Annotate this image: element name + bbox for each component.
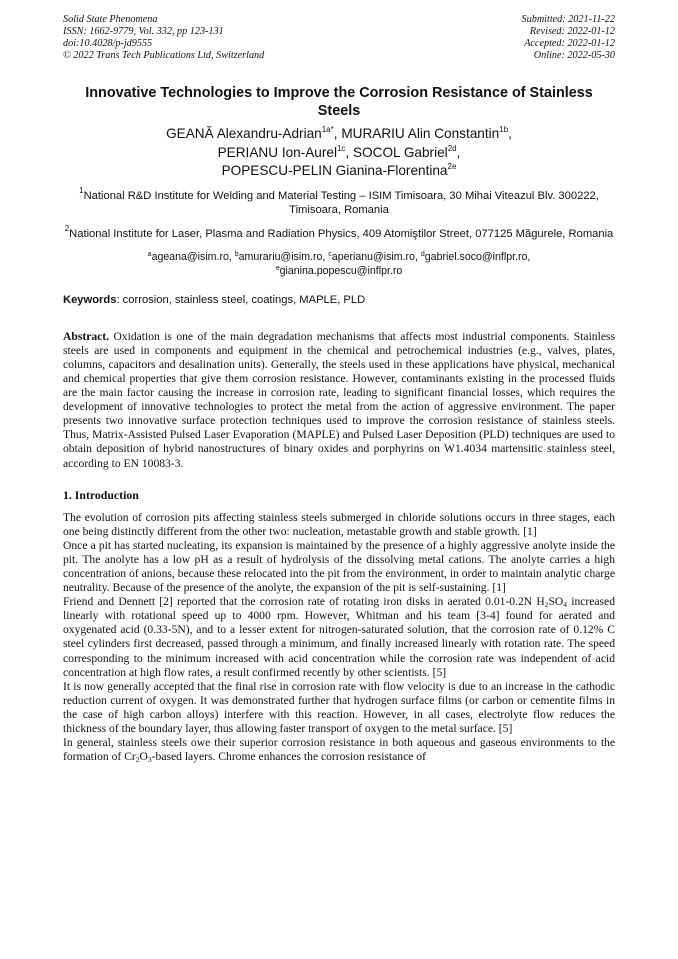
author-affiliation-mark: 2d [447,143,457,153]
email-mark: a [147,251,152,259]
email-address[interactable]: amurariu@isim.ro, [238,251,329,264]
author-separator: , [508,126,512,141]
intro-paragraph-1: The evolution of corrosion pits affecting stainless steels submerged in chloride solutions occurs in three stages, each one being distinctly different from the other two: nucleation, metastable growth and stable growth. [1] [63,510,615,538]
affiliation-mark: 2 [64,223,70,233]
email-mark: e [275,265,280,273]
paragraph-text: Friend and Dennett [2] reported that the corrosion rate of rotating iron disks in aerated 0.01-0.2N [63,595,537,609]
author-name: GEANĂ Alexandru-Adrian [166,126,322,141]
date-accepted: Accepted: 2022-01-12 [524,38,615,49]
email-address[interactable]: aperianu@isim.ro, [331,251,421,264]
author-separator: , [333,126,342,141]
paragraph-text: -based layers. Chrome enhances the corrosion resistance of [151,750,426,764]
email-mark: d [420,251,425,259]
author [218,145,353,160]
author [222,163,457,178]
author-affiliation-mark: 1c [336,143,346,153]
author [341,126,512,141]
email-mark: c [328,251,332,259]
affiliation-2 [63,223,615,242]
journal-header [63,14,615,62]
abstract [63,330,615,471]
author [353,145,460,160]
journal-issn: ISSN: 1662-9779, Vol. 332, pp 123-131 [63,26,224,37]
keywords-label: Keywords [63,293,117,306]
journal-info [63,14,264,62]
author-list [63,125,615,181]
keywords [63,293,615,307]
author-emails [63,250,615,278]
abstract-label: Abstract. [63,329,110,343]
chem-symbol: O [139,750,148,764]
author [166,126,341,141]
keywords-text: : corrosion, stainless steel, coatings, MAPLE, PLD [116,293,366,306]
paragraph-text: In general, stainless steels owe their superior corrosion resistance in both aqueous and gaseous environments to the formation of [63,736,615,764]
affiliation-text: National Institute for Laser, Plasma and Radiation Physics, 409 Atomiştilor Street, 077125 Măgurele, Romania [69,227,614,240]
journal-name: Solid State Phenomena [63,14,158,25]
abstract-text: Oxidation is one of the main degradation mechanisms that affects most industrial components. Stainless steels are used in components and equipment in the chemical and petrochemical industries (e.g., valves, plates, columns, capacitors and desalination units). Generally, the steels used in these applications have physical, mechanical and chemical properties that give them corrosion resistance. However, contaminants existing in the processed fluids are the main factor causing the increase in corrosion rate, leading to significant financial losses, which requires the development of innovative technologies to protect the metal from the action of aggressive environment. The paper presents two innovative surface protection techniques used to improve the corrosion resistance of stainless steels. Thus, Matrix-Assisted Pulsed Laser Evaporation (MAPLE) and Pulsed Laser Deposition (PLD) techniques are used to obtain deposition of hybrid nanostructures of binary oxides and porphyrins on W1.4034 martensitic stainless steel, according to EN 10083-3. [63,329,615,470]
author-name: PERIANU Ion-Aurel [217,144,337,160]
journal-copyright: © 2022 Trans Tech Publications Ltd, Switzerland [63,50,265,61]
intro-paragraph-2: Once a pit has started nucleating, its expansion is maintained by the presence of a highly aggressive anolyte inside the pit. The anolyte has a low pH as a result of hydrolysis of the dissolving metal cations. The anolyte carries a high concentration of anions, because these relocated into the pit from the environment, in order to maintain analytic charge neutrality. Because of the presence of the anolyte, the expansion of the pit is self-sustaining. [1] [63,538,615,595]
chem-symbol: SO [548,595,564,609]
author-name: POPESCU-PELIN Gianina-Florentina [221,163,448,178]
journal-doi: doi:10.4028/p-jd9555 [63,38,153,49]
affiliation-text: National R&D Institute for Welding and Material Testing – ISIM Timisoara, 30 Mihai Viteazul Blv. 300222, Timisoara, Romania [83,189,599,217]
date-revised: Revised: 2022-01-12 [529,26,615,37]
publication-dates [522,14,615,62]
author-affiliation-mark: 1b [499,125,509,134]
author-separator: , [456,144,461,160]
author-affiliation-mark: 1a* [321,125,334,134]
section-heading-introduction: 1. Introduction [63,487,139,502]
paper-title: Innovative Technologies to Improve the Corrosion Resistance of Stainless Steels [85,85,593,119]
email-address[interactable]: gianina.popescu@inflpr.ro [279,265,403,278]
author-name: MURARIU Alin Constantin [341,126,500,141]
chem-symbol: H [536,595,545,609]
paragraph-text: increased linearly with rotational speed up to 4000 rpm. However, Whitman and his team [3-4] found for aerated and oxygenated acid (0.33-5N), and to a lesser extent for nitrogen-saturated solution, that the corrosion rate of 0.12% C steel cylinders first decreased, passed through a minimum, and finally increased linearly with rotation rate. The speed corresponding to the minimum increased with acid concentration while the corrosion rate was independent of acid concentration at high flow rates, a result confirmed recently by other scientists. [5] [63,595,615,679]
intro-paragraph-5 [63,736,615,764]
intro-paragraph-4: It is now generally accepted that the final rise in corrosion rate with flow velocity is due to an increase in the cathodic reduction current of oxygen. It was demonstrated further that hydrogen surface films (or carbon or cementite films in the case of high carbon alloys) interfere with this reaction. However, in all cases, electrolyte flow reduces the thickness of the boundary layer, thus allowing faster transport of oxygen to the metal surface. [5] [63,679,615,736]
date-submitted: Submitted: 2021-11-22 [521,14,615,25]
chem-subscript: 2 [135,755,140,765]
chem-subscript: 2 [544,600,549,610]
chem-subscript: 4 [563,600,568,610]
date-online: Online: 2022-05-30 [533,50,615,61]
email-address[interactable]: ageana@isim.ro, [151,251,235,264]
affiliation-1 [63,185,615,218]
author-separator: , [345,144,353,160]
affiliation-mark: 1 [79,185,84,195]
email-mark: b [234,251,239,259]
chem-symbol: Cr [124,750,136,764]
author-name: SOCOL Gabriel [353,144,448,160]
chem-subscript: 3 [147,755,152,765]
author-affiliation-mark: 2e [447,162,457,171]
email-address[interactable]: gabriel.soco@inflpr.ro, [424,251,531,264]
intro-paragraph-3 [63,595,615,680]
